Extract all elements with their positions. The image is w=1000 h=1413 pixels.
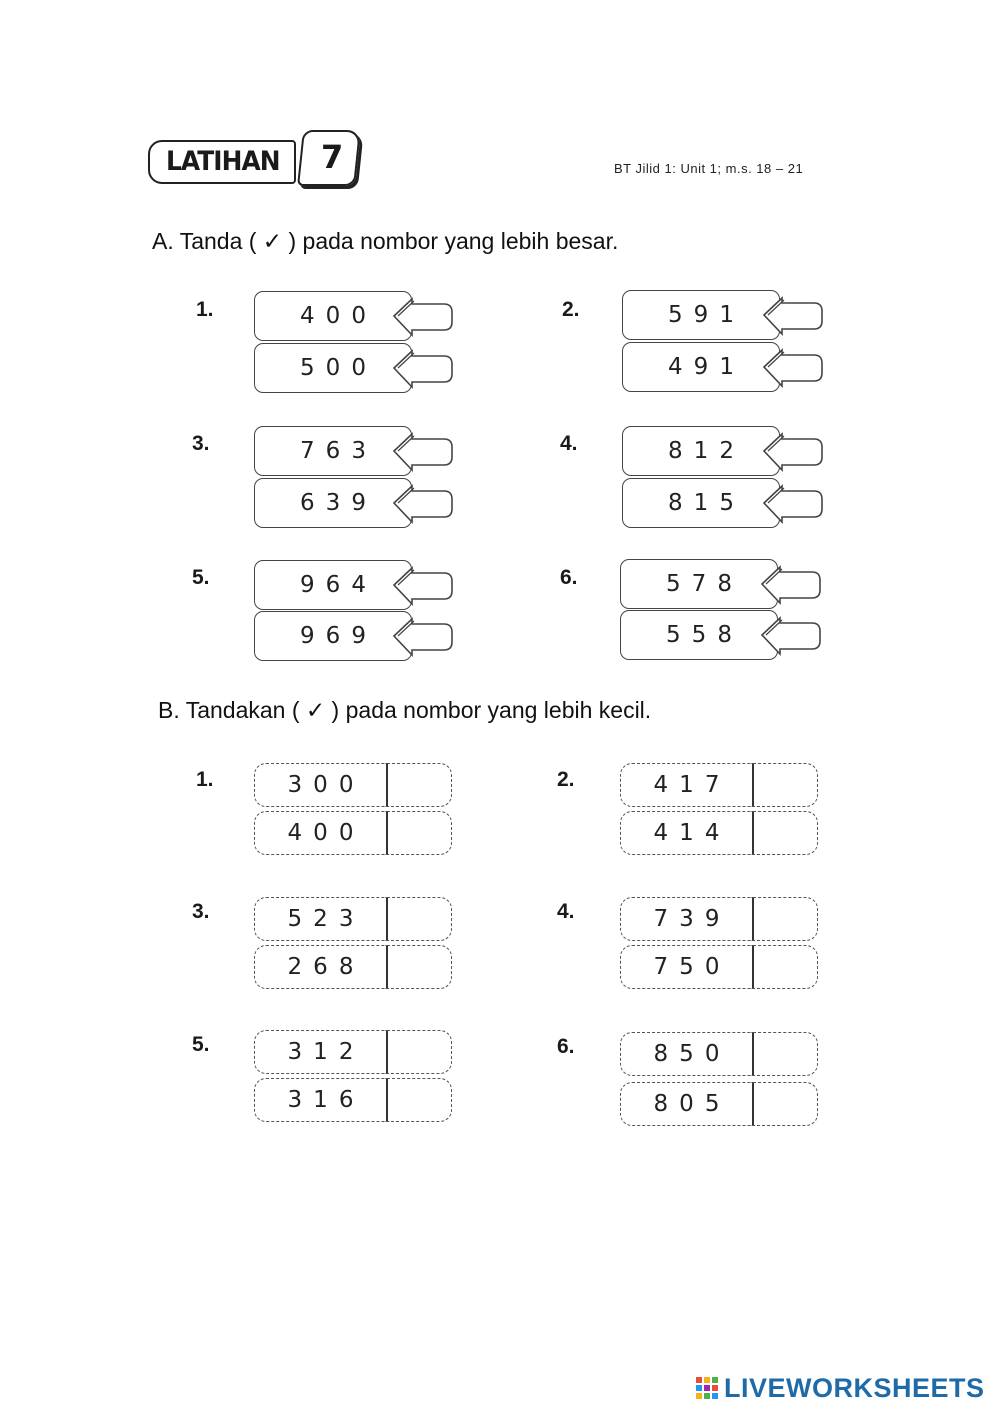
number-box: 850 [620, 1032, 752, 1076]
number-box: 750 [620, 945, 752, 989]
answer-check-box[interactable] [386, 1030, 452, 1074]
question-label: 5. [192, 1033, 210, 1056]
number-box: 578 [620, 559, 778, 609]
answer-arrow-box[interactable] [762, 346, 824, 388]
question-label: 5. [192, 566, 210, 589]
answer-check-box[interactable] [752, 897, 818, 941]
answer-check-box[interactable] [752, 763, 818, 807]
answer-arrow-box[interactable] [392, 295, 454, 337]
answer-arrow-box[interactable] [392, 615, 454, 657]
number-box: 268 [254, 945, 386, 989]
question-label: 2. [562, 298, 580, 321]
number-box: 316 [254, 1078, 386, 1122]
number-box: 812 [622, 426, 780, 476]
question-label: 1. [196, 298, 214, 321]
book-reference: BT Jilid 1: Unit 1; m.s. 18 – 21 [614, 161, 804, 176]
number-box: 312 [254, 1030, 386, 1074]
question-label: 6. [560, 566, 578, 589]
question-label: 4. [557, 900, 575, 923]
number-box: 805 [620, 1082, 752, 1126]
answer-arrow-box[interactable] [392, 347, 454, 389]
answer-check-box[interactable] [386, 811, 452, 855]
number-box: 500 [254, 343, 412, 393]
answer-check-box[interactable] [386, 897, 452, 941]
number-box: 400 [254, 291, 412, 341]
number-box: 639 [254, 478, 412, 528]
answer-arrow-box[interactable] [392, 482, 454, 524]
number-box: 417 [620, 763, 752, 807]
answer-check-box[interactable] [752, 811, 818, 855]
answer-check-box[interactable] [386, 763, 452, 807]
answer-arrow-box[interactable] [392, 430, 454, 472]
number-box: 815 [622, 478, 780, 528]
question-label: 3. [192, 432, 210, 455]
answer-arrow-box[interactable] [762, 294, 824, 336]
answer-arrow-box[interactable] [392, 564, 454, 606]
liveworksheets-logo-icon [696, 1377, 718, 1399]
number-box: 558 [620, 610, 778, 660]
number-box: 763 [254, 426, 412, 476]
number-box: 739 [620, 897, 752, 941]
question-label: 3. [192, 900, 210, 923]
answer-check-box[interactable] [752, 1032, 818, 1076]
answer-check-box[interactable] [752, 945, 818, 989]
number-box: 491 [622, 342, 780, 392]
number-box: 400 [254, 811, 386, 855]
answer-arrow-box[interactable] [762, 482, 824, 524]
section-a-instruction: A. Tanda ( ✓ ) pada nombor yang lebih besar. [152, 228, 619, 254]
number-box: 300 [254, 763, 386, 807]
section-b-instruction: B. Tandakan ( ✓ ) pada nombor yang lebih kecil. [158, 697, 652, 723]
answer-arrow-box[interactable] [762, 430, 824, 472]
answer-arrow-box[interactable] [760, 563, 822, 605]
question-label: 1. [196, 768, 214, 791]
answer-arrow-box[interactable] [760, 614, 822, 656]
number-box: 414 [620, 811, 752, 855]
liveworksheets-brand[interactable]: LIVEWORKSHEETS [724, 1373, 985, 1403]
answer-check-box[interactable] [386, 1078, 452, 1122]
answer-check-box[interactable] [386, 945, 452, 989]
question-label: 2. [557, 768, 575, 791]
number-box: 591 [622, 290, 780, 340]
question-label: 4. [560, 432, 578, 455]
number-box: 969 [254, 611, 412, 661]
number-box: 964 [254, 560, 412, 610]
question-label: 6. [557, 1035, 575, 1058]
worksheet-title: LATIHAN [166, 146, 280, 177]
answer-check-box[interactable] [752, 1082, 818, 1126]
number-box: 523 [254, 897, 386, 941]
exercise-number: 7 [321, 138, 344, 176]
